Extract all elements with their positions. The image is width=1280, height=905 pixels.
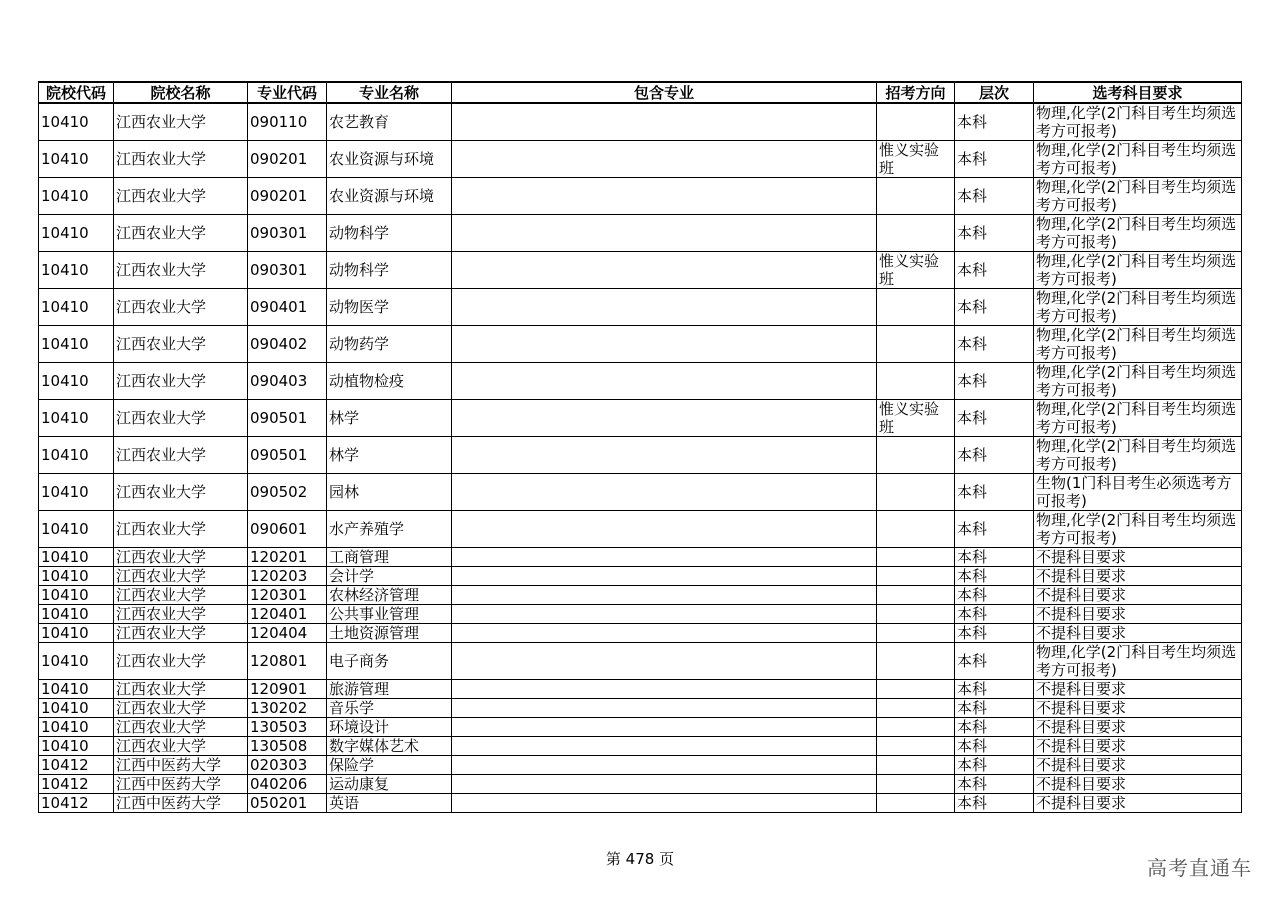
table-row bbox=[39, 103, 1242, 141]
table-row bbox=[39, 737, 1242, 756]
cell-major-code: 120203 bbox=[248, 567, 327, 586]
cell-major-name: 电子商务 bbox=[327, 643, 452, 680]
cell-level: 本科 bbox=[955, 326, 1034, 363]
cell-subject-requirement: 不提科目要求 bbox=[1034, 548, 1242, 567]
cell-school-name: 江西农业大学 bbox=[114, 567, 248, 586]
cell-school-code: 10410 bbox=[39, 567, 114, 586]
cell-major-name: 农艺教育 bbox=[327, 103, 452, 141]
cell-major-code: 120401 bbox=[248, 605, 327, 624]
cell-major-code: 130202 bbox=[248, 699, 327, 718]
table-row bbox=[39, 474, 1242, 511]
table-row bbox=[39, 624, 1242, 643]
cell-major-code: 090402 bbox=[248, 326, 327, 363]
cell-subject-requirement: 不提科目要求 bbox=[1034, 699, 1242, 718]
cell-direction bbox=[877, 794, 955, 813]
cell-school-code: 10410 bbox=[39, 605, 114, 624]
cell-major-name: 动物药学 bbox=[327, 326, 452, 363]
header-level: 层次 bbox=[955, 82, 1034, 103]
cell-major-code: 120801 bbox=[248, 643, 327, 680]
cell-major-code: 120901 bbox=[248, 680, 327, 699]
cell-direction bbox=[877, 289, 955, 326]
cell-subject-requirement: 物理,化学(2门科目考生均须选考方可报考) bbox=[1034, 400, 1242, 437]
cell-school-code: 10410 bbox=[39, 511, 114, 548]
cell-level: 本科 bbox=[955, 605, 1034, 624]
cell-level: 本科 bbox=[955, 624, 1034, 643]
cell-direction bbox=[877, 178, 955, 215]
cell-subject-requirement: 不提科目要求 bbox=[1034, 680, 1242, 699]
header-included-majors: 包含专业 bbox=[452, 82, 877, 103]
table-row bbox=[39, 252, 1242, 289]
cell-direction bbox=[877, 680, 955, 699]
cell-major-code: 090401 bbox=[248, 289, 327, 326]
table-row bbox=[39, 215, 1242, 252]
cell-subject-requirement: 生物(1门科目考生必须选考方可报考) bbox=[1034, 474, 1242, 511]
cell-major-code: 090403 bbox=[248, 363, 327, 400]
table-row bbox=[39, 141, 1242, 178]
cell-subject-requirement: 不提科目要求 bbox=[1034, 775, 1242, 794]
cell-level: 本科 bbox=[955, 178, 1034, 215]
cell-direction bbox=[877, 103, 955, 141]
cell-major-code: 120201 bbox=[248, 548, 327, 567]
cell-school-name: 江西农业大学 bbox=[114, 624, 248, 643]
cell-level: 本科 bbox=[955, 548, 1034, 567]
cell-included-majors bbox=[452, 511, 877, 548]
cell-school-name: 江西中医药大学 bbox=[114, 756, 248, 775]
cell-direction bbox=[877, 624, 955, 643]
cell-level: 本科 bbox=[955, 680, 1034, 699]
table-row bbox=[39, 756, 1242, 775]
cell-school-code: 10410 bbox=[39, 252, 114, 289]
cell-major-name: 动物医学 bbox=[327, 289, 452, 326]
cell-included-majors bbox=[452, 548, 877, 567]
cell-direction bbox=[877, 511, 955, 548]
cell-school-code: 10410 bbox=[39, 103, 114, 141]
cell-included-majors bbox=[452, 400, 877, 437]
cell-school-name: 江西农业大学 bbox=[114, 178, 248, 215]
header-row bbox=[39, 82, 1242, 103]
cell-major-name: 英语 bbox=[327, 794, 452, 813]
table-row bbox=[39, 400, 1242, 437]
cell-included-majors bbox=[452, 586, 877, 605]
cell-direction bbox=[877, 756, 955, 775]
table-row bbox=[39, 548, 1242, 567]
cell-major-name: 林学 bbox=[327, 437, 452, 474]
cell-subject-requirement: 物理,化学(2门科目考生均须选考方可报考) bbox=[1034, 363, 1242, 400]
cell-subject-requirement: 不提科目要求 bbox=[1034, 567, 1242, 586]
cell-school-name: 江西农业大学 bbox=[114, 326, 248, 363]
cell-direction bbox=[877, 548, 955, 567]
cell-school-name: 江西中医药大学 bbox=[114, 775, 248, 794]
cell-major-name: 土地资源管理 bbox=[327, 624, 452, 643]
cell-major-name: 动物科学 bbox=[327, 215, 452, 252]
cell-school-code: 10412 bbox=[39, 756, 114, 775]
cell-direction: 惟义实验班 bbox=[877, 252, 955, 289]
cell-major-code: 090601 bbox=[248, 511, 327, 548]
header-major-name: 专业名称 bbox=[327, 82, 452, 103]
cell-direction bbox=[877, 643, 955, 680]
cell-major-code: 120404 bbox=[248, 624, 327, 643]
cell-included-majors bbox=[452, 624, 877, 643]
cell-school-name: 江西农业大学 bbox=[114, 548, 248, 567]
header-direction: 招考方向 bbox=[877, 82, 955, 103]
cell-included-majors bbox=[452, 718, 877, 737]
table-row bbox=[39, 699, 1242, 718]
cell-major-code: 130508 bbox=[248, 737, 327, 756]
cell-school-code: 10410 bbox=[39, 289, 114, 326]
cell-major-code: 020303 bbox=[248, 756, 327, 775]
cell-subject-requirement: 物理,化学(2门科目考生均须选考方可报考) bbox=[1034, 103, 1242, 141]
cell-school-code: 10410 bbox=[39, 643, 114, 680]
cell-direction bbox=[877, 586, 955, 605]
cell-level: 本科 bbox=[955, 794, 1034, 813]
cell-subject-requirement: 不提科目要求 bbox=[1034, 605, 1242, 624]
cell-direction bbox=[877, 474, 955, 511]
cell-direction bbox=[877, 326, 955, 363]
cell-subject-requirement: 物理,化学(2门科目考生均须选考方可报考) bbox=[1034, 511, 1242, 548]
cell-subject-requirement: 物理,化学(2门科目考生均须选考方可报考) bbox=[1034, 178, 1242, 215]
cell-school-code: 10410 bbox=[39, 548, 114, 567]
cell-major-name: 农业资源与环境 bbox=[327, 141, 452, 178]
cell-subject-requirement: 物理,化学(2门科目考生均须选考方可报考) bbox=[1034, 289, 1242, 326]
cell-school-code: 10410 bbox=[39, 215, 114, 252]
cell-school-name: 江西农业大学 bbox=[114, 511, 248, 548]
cell-school-code: 10410 bbox=[39, 586, 114, 605]
table-row bbox=[39, 178, 1242, 215]
cell-school-name: 江西农业大学 bbox=[114, 718, 248, 737]
cell-subject-requirement: 不提科目要求 bbox=[1034, 624, 1242, 643]
watermark-text: 高考直通车 bbox=[1147, 856, 1252, 880]
cell-major-name: 动物科学 bbox=[327, 252, 452, 289]
cell-school-name: 江西农业大学 bbox=[114, 699, 248, 718]
cell-school-code: 10410 bbox=[39, 718, 114, 737]
cell-subject-requirement: 不提科目要求 bbox=[1034, 794, 1242, 813]
cell-major-code: 090501 bbox=[248, 400, 327, 437]
table-row bbox=[39, 326, 1242, 363]
cell-direction bbox=[877, 605, 955, 624]
cell-major-name: 水产养殖学 bbox=[327, 511, 452, 548]
cell-level: 本科 bbox=[955, 363, 1034, 400]
cell-subject-requirement: 物理,化学(2门科目考生均须选考方可报考) bbox=[1034, 326, 1242, 363]
cell-school-name: 江西农业大学 bbox=[114, 586, 248, 605]
cell-level: 本科 bbox=[955, 474, 1034, 511]
cell-direction: 惟义实验班 bbox=[877, 141, 955, 178]
cell-included-majors bbox=[452, 103, 877, 141]
cell-level: 本科 bbox=[955, 215, 1034, 252]
cell-direction bbox=[877, 437, 955, 474]
cell-major-name: 数字媒体艺术 bbox=[327, 737, 452, 756]
cell-included-majors bbox=[452, 756, 877, 775]
cell-included-majors bbox=[452, 775, 877, 794]
cell-subject-requirement: 不提科目要求 bbox=[1034, 737, 1242, 756]
cell-level: 本科 bbox=[955, 775, 1034, 794]
cell-major-name: 旅游管理 bbox=[327, 680, 452, 699]
cell-direction bbox=[877, 363, 955, 400]
cell-school-name: 江西农业大学 bbox=[114, 103, 248, 141]
cell-level: 本科 bbox=[955, 737, 1034, 756]
cell-included-majors bbox=[452, 680, 877, 699]
cell-included-majors bbox=[452, 567, 877, 586]
cell-major-name: 农业资源与环境 bbox=[327, 178, 452, 215]
cell-level: 本科 bbox=[955, 103, 1034, 141]
cell-major-code: 130503 bbox=[248, 718, 327, 737]
cell-included-majors bbox=[452, 737, 877, 756]
header-school-name: 院校名称 bbox=[114, 82, 248, 103]
cell-included-majors bbox=[452, 215, 877, 252]
cell-included-majors bbox=[452, 605, 877, 624]
cell-school-name: 江西农业大学 bbox=[114, 215, 248, 252]
cell-school-name: 江西农业大学 bbox=[114, 737, 248, 756]
cell-subject-requirement: 物理,化学(2门科目考生均须选考方可报考) bbox=[1034, 437, 1242, 474]
cell-school-code: 10410 bbox=[39, 326, 114, 363]
cell-school-name: 江西中医药大学 bbox=[114, 794, 248, 813]
cell-school-name: 江西农业大学 bbox=[114, 289, 248, 326]
admissions-table bbox=[38, 81, 1242, 813]
table-row bbox=[39, 511, 1242, 548]
cell-subject-requirement: 物理,化学(2门科目考生均须选考方可报考) bbox=[1034, 643, 1242, 680]
cell-subject-requirement: 物理,化学(2门科目考生均须选考方可报考) bbox=[1034, 141, 1242, 178]
cell-major-code: 090110 bbox=[248, 103, 327, 141]
cell-school-code: 10410 bbox=[39, 474, 114, 511]
cell-major-name: 林学 bbox=[327, 400, 452, 437]
cell-level: 本科 bbox=[955, 756, 1034, 775]
cell-major-name: 工商管理 bbox=[327, 548, 452, 567]
cell-included-majors bbox=[452, 141, 877, 178]
cell-included-majors bbox=[452, 643, 877, 680]
cell-school-name: 江西农业大学 bbox=[114, 437, 248, 474]
cell-major-code: 120301 bbox=[248, 586, 327, 605]
header-subject-requirement: 选考科目要求 bbox=[1034, 82, 1242, 103]
table-row bbox=[39, 794, 1242, 813]
cell-major-code: 090301 bbox=[248, 215, 327, 252]
table-body bbox=[39, 103, 1242, 813]
header-major-code: 专业代码 bbox=[248, 82, 327, 103]
cell-direction bbox=[877, 699, 955, 718]
cell-school-code: 10412 bbox=[39, 794, 114, 813]
cell-major-name: 园林 bbox=[327, 474, 452, 511]
cell-school-code: 10410 bbox=[39, 680, 114, 699]
cell-level: 本科 bbox=[955, 643, 1034, 680]
cell-direction bbox=[877, 215, 955, 252]
cell-included-majors bbox=[452, 252, 877, 289]
table-row bbox=[39, 289, 1242, 326]
table-row bbox=[39, 718, 1242, 737]
cell-direction: 惟义实验班 bbox=[877, 400, 955, 437]
cell-major-code: 040206 bbox=[248, 775, 327, 794]
cell-included-majors bbox=[452, 178, 877, 215]
table-row bbox=[39, 643, 1242, 680]
cell-major-name: 环境设计 bbox=[327, 718, 452, 737]
cell-major-name: 会计学 bbox=[327, 567, 452, 586]
cell-major-code: 090201 bbox=[248, 141, 327, 178]
cell-included-majors bbox=[452, 699, 877, 718]
table-row bbox=[39, 363, 1242, 400]
cell-direction bbox=[877, 775, 955, 794]
cell-major-code: 090301 bbox=[248, 252, 327, 289]
cell-subject-requirement: 不提科目要求 bbox=[1034, 756, 1242, 775]
cell-level: 本科 bbox=[955, 437, 1034, 474]
cell-school-code: 10410 bbox=[39, 737, 114, 756]
table-row bbox=[39, 680, 1242, 699]
cell-included-majors bbox=[452, 289, 877, 326]
cell-level: 本科 bbox=[955, 289, 1034, 326]
cell-school-name: 江西农业大学 bbox=[114, 605, 248, 624]
cell-school-name: 江西农业大学 bbox=[114, 643, 248, 680]
table-row bbox=[39, 567, 1242, 586]
table-row bbox=[39, 605, 1242, 624]
cell-school-code: 10410 bbox=[39, 141, 114, 178]
header-school-code: 院校代码 bbox=[39, 82, 114, 103]
cell-school-code: 10410 bbox=[39, 699, 114, 718]
cell-major-name: 农林经济管理 bbox=[327, 586, 452, 605]
cell-major-code: 050201 bbox=[248, 794, 327, 813]
cell-school-code: 10410 bbox=[39, 178, 114, 215]
cell-level: 本科 bbox=[955, 141, 1034, 178]
cell-subject-requirement: 物理,化学(2门科目考生均须选考方可报考) bbox=[1034, 215, 1242, 252]
table-row bbox=[39, 775, 1242, 794]
cell-level: 本科 bbox=[955, 586, 1034, 605]
cell-major-code: 090201 bbox=[248, 178, 327, 215]
cell-direction bbox=[877, 737, 955, 756]
cell-major-name: 动植物检疫 bbox=[327, 363, 452, 400]
cell-major-code: 090501 bbox=[248, 437, 327, 474]
cell-major-name: 音乐学 bbox=[327, 699, 452, 718]
table-row bbox=[39, 437, 1242, 474]
cell-direction bbox=[877, 567, 955, 586]
cell-subject-requirement: 不提科目要求 bbox=[1034, 586, 1242, 605]
cell-level: 本科 bbox=[955, 252, 1034, 289]
cell-included-majors bbox=[452, 794, 877, 813]
cell-level: 本科 bbox=[955, 567, 1034, 586]
cell-major-code: 090502 bbox=[248, 474, 327, 511]
cell-school-name: 江西农业大学 bbox=[114, 400, 248, 437]
cell-school-code: 10410 bbox=[39, 363, 114, 400]
cell-school-code: 10410 bbox=[39, 400, 114, 437]
cell-level: 本科 bbox=[955, 511, 1034, 548]
cell-level: 本科 bbox=[955, 718, 1034, 737]
cell-school-code: 10410 bbox=[39, 624, 114, 643]
page-number: 第 478 页 bbox=[605, 850, 675, 868]
cell-school-name: 江西农业大学 bbox=[114, 363, 248, 400]
cell-included-majors bbox=[452, 363, 877, 400]
cell-included-majors bbox=[452, 474, 877, 511]
cell-subject-requirement: 不提科目要求 bbox=[1034, 718, 1242, 737]
cell-school-name: 江西农业大学 bbox=[114, 680, 248, 699]
cell-major-name: 运动康复 bbox=[327, 775, 452, 794]
cell-level: 本科 bbox=[955, 400, 1034, 437]
cell-included-majors bbox=[452, 326, 877, 363]
cell-major-name: 公共事业管理 bbox=[327, 605, 452, 624]
cell-subject-requirement: 物理,化学(2门科目考生均须选考方可报考) bbox=[1034, 252, 1242, 289]
cell-school-code: 10412 bbox=[39, 775, 114, 794]
cell-included-majors bbox=[452, 437, 877, 474]
cell-school-name: 江西农业大学 bbox=[114, 252, 248, 289]
cell-school-code: 10410 bbox=[39, 437, 114, 474]
cell-school-name: 江西农业大学 bbox=[114, 141, 248, 178]
cell-level: 本科 bbox=[955, 699, 1034, 718]
cell-school-name: 江西农业大学 bbox=[114, 474, 248, 511]
cell-direction bbox=[877, 718, 955, 737]
table-row bbox=[39, 586, 1242, 605]
cell-major-name: 保险学 bbox=[327, 756, 452, 775]
